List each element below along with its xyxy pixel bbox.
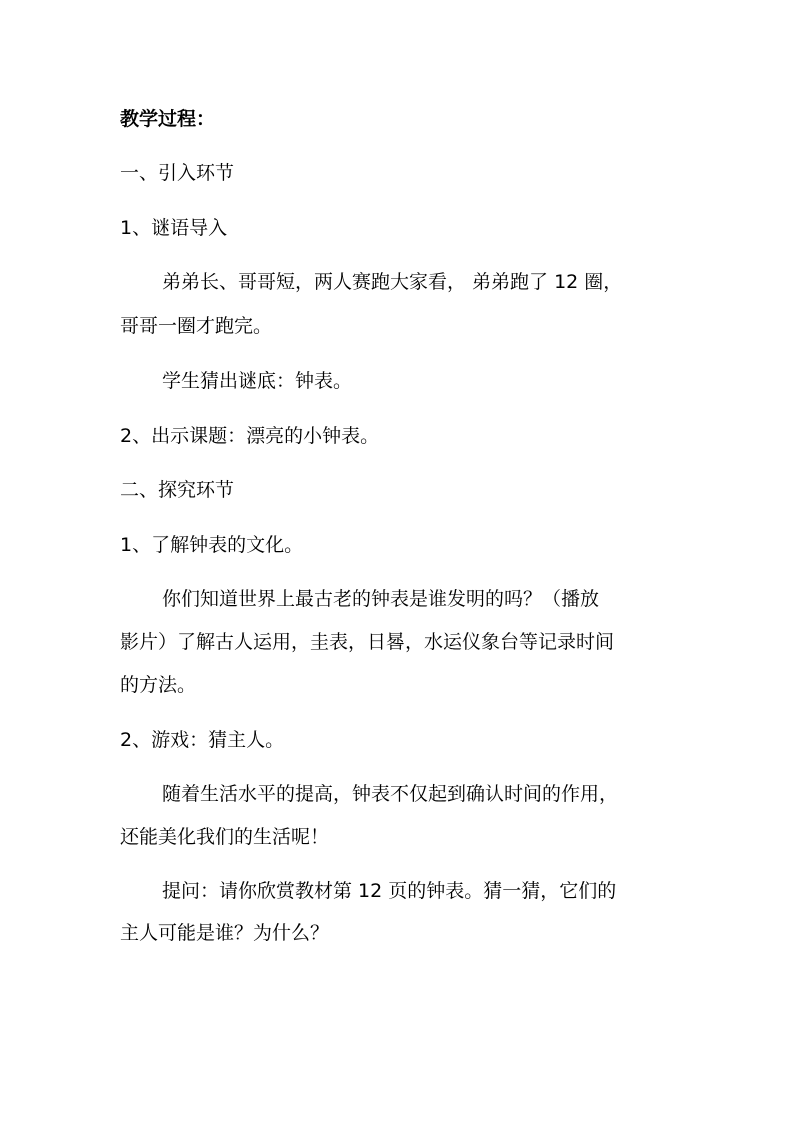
culture-text-line-2: 影片）了解古人运用，圭表，日晷，水运仪象台等记录时间 [120,631,615,653]
step-riddle-title: 1、谜语导入 [120,217,228,239]
section-title-explore: 二、探究环节 [120,479,235,501]
section-title-intro: 一、引入环节 [120,162,235,184]
game-text-line-2: 还能美化我们的生活呢！ [120,826,330,848]
riddle-text-line-2: 哥哥一圈才跑完。 [120,315,273,337]
step-topic: 2、出示课题：漂亮的小钟表。 [120,425,380,447]
question-text-line-1: 提问：请你欣赏教材第 12 页的钟表。猜一猜，它们的 [162,880,617,902]
culture-text-line-3: 的方法。 [120,674,197,696]
step-game-title: 2、游戏：猜主人。 [120,729,285,751]
culture-text-line-1: 你们知道世界上最古老的钟表是谁发明的吗？（播放 [162,588,600,610]
section-heading: 教学过程： [120,108,216,130]
riddle-answer: 学生猜出谜底：钟表。 [162,370,353,392]
game-text-line-1: 随着生活水平的提高，钟表不仅起到确认时间的作用， [162,783,619,805]
step-culture-title: 1、了解钟表的文化。 [120,534,304,556]
question-text-line-2: 主人可能是谁？为什么？ [120,922,330,944]
riddle-text-line-1: 弟弟长、哥哥短，两人赛跑大家看， 弟弟跑了 12 圈， [162,271,623,293]
